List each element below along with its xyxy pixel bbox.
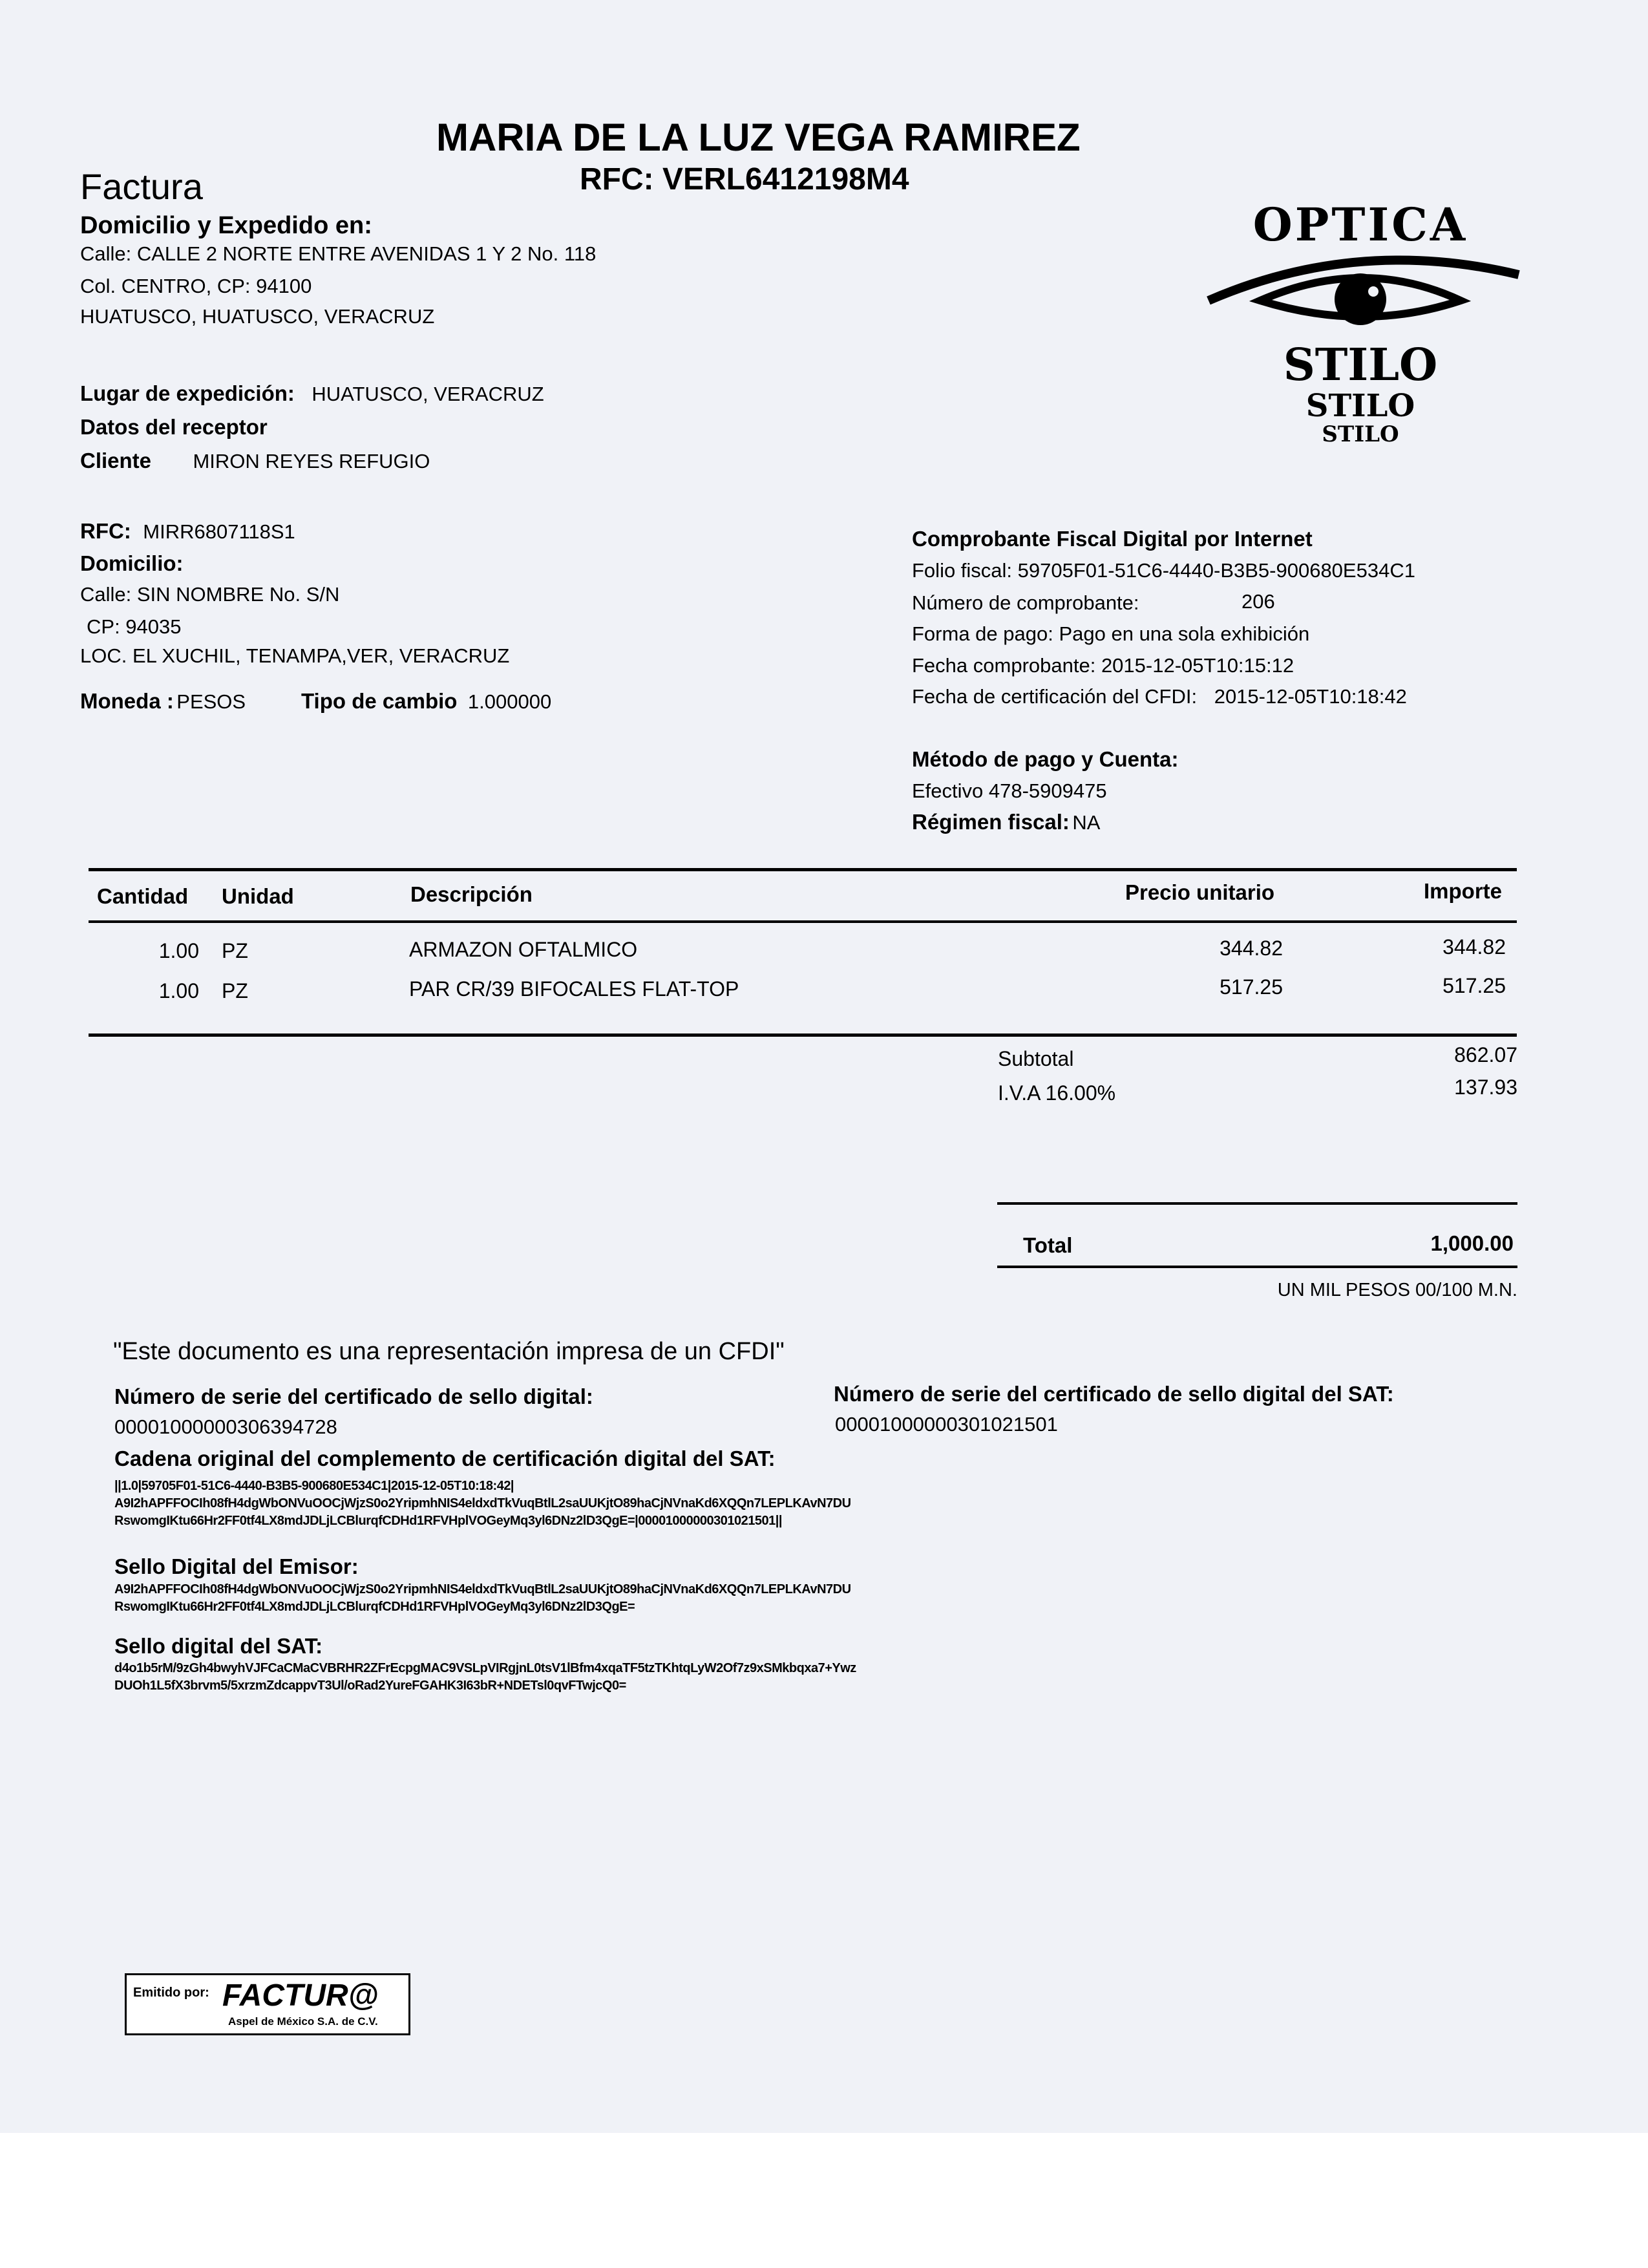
total-label: Total (1023, 1233, 1073, 1257)
total-top-rule (997, 1202, 1517, 1205)
emitted-by-label: Emitido por: (133, 1986, 209, 2000)
logo-stilo-2: STILO (1305, 388, 1415, 424)
table-bottom-rule (89, 1033, 1517, 1037)
cfdi-notice: "Este documento es una representación impresa de un CFDI" (113, 1338, 785, 1365)
cert-serial: 00001000000306394728 (114, 1415, 337, 1438)
receiver-address-line-2: CP: 94035 (87, 615, 182, 638)
iva-label: I.V.A 16.00% (998, 1081, 1116, 1105)
header-description: Descripción (410, 882, 533, 906)
issuer-rfc-value: VERL6412198M4 (662, 162, 909, 196)
row-2-quantity: 1.00 (158, 979, 199, 1002)
cfdi-cert-date-value: 2015-12-05T10:18:42 (1214, 685, 1407, 708)
cert-serial-label: Número de serie del certificado de sello digital: (114, 1384, 593, 1408)
table-top-rule (89, 868, 1517, 871)
emitter-seal-label: Sello Digital del Emisor: (114, 1554, 359, 1578)
receiver-rfc (80, 519, 295, 544)
row-2-amount: 517.25 (1442, 974, 1506, 997)
cfdi-cert-date-label: Fecha de certificación del CFDI: (912, 685, 1198, 708)
fiscal-regime-value: NA (1072, 811, 1101, 834)
cfdi-date: Fecha comprobante: 2015-12-05T10:15:12 (912, 654, 1294, 677)
payment-method: Efectivo 478-5909475 (912, 779, 1107, 802)
currency (80, 689, 246, 714)
row-2-unit: PZ (222, 979, 248, 1002)
table-header-rule (89, 920, 1517, 923)
factura-brand-subtitle: Aspel de México S.A. de C.V. (228, 2015, 378, 2028)
header-amount: Importe (1424, 879, 1503, 903)
row-2-description: PAR CR/39 BIFOCALES FLAT-TOP (409, 977, 739, 1001)
receiver-address-label: Domicilio: (80, 551, 184, 575)
address-heading: Domicilio y Expedido en: (80, 212, 372, 239)
cfdi-folio: Folio fiscal: 59705F01-51C6-4440-B3B5-900680E534C1 (912, 559, 1415, 582)
issuer-rfc (580, 162, 909, 197)
exchange-rate (301, 689, 551, 714)
client-name: MIRON REYES REFUGIO (193, 450, 430, 472)
emitted-by-box (125, 1973, 410, 2035)
eye-logo-icon (1202, 249, 1525, 346)
cfdi-number-label: Número de comprobante: (912, 591, 1139, 614)
cfdi-heading: Comprobante Fiscal Digital por Internet (912, 527, 1313, 551)
sat-serial-label: Número de serie del certificado de sello digital del SAT: (834, 1382, 1394, 1406)
factura-brand-logo: FACTUR@ (222, 1978, 379, 2013)
subtotal-label: Subtotal (998, 1047, 1074, 1070)
sat-seal-label: Sello digital del SAT: (114, 1634, 323, 1658)
total-in-words: UN MIL PESOS 00/100 M.N. (1277, 1280, 1517, 1300)
row-1-quantity: 1.00 (158, 939, 199, 962)
sat-seal-line-2: DUOh1L5fX3brvm5/5xrzmZdcappvT3Ul/oRad2YureFGAHK3I63bR+NDETsl0qvFTwjcQ0= (114, 1679, 626, 1693)
subtotal-value: 862.07 (1454, 1043, 1517, 1066)
payment-method-heading: Método de pago y Cuenta: (912, 747, 1179, 771)
header-unit: Unidad (222, 884, 294, 908)
receiver-address-line-3: LOC. EL XUCHIL, TENAMPA,VER, VERACRUZ (80, 644, 510, 667)
issuer-name: MARIA DE LA LUZ VEGA RAMIREZ (436, 116, 1081, 159)
row-1-unit-price: 344.82 (1220, 937, 1283, 960)
original-chain-line-3: RswomgIKtu66Hr2FF0tf4LX8mdJDLjLCBlurqfCDHd1RFVHplVOGeyMq3yl6DNz2lD3QgE=|00001000000301021501|| (114, 1514, 782, 1528)
iva-value: 137.93 (1454, 1076, 1517, 1099)
client (80, 449, 430, 473)
receiver-heading: Datos del receptor (80, 415, 268, 439)
receiver-rfc-label: RFC: (80, 519, 131, 543)
currency-value: PESOS (176, 690, 246, 713)
row-1-amount: 344.82 (1442, 935, 1506, 959)
row-2-unit-price: 517.25 (1220, 975, 1283, 999)
client-label: Cliente (80, 449, 152, 472)
cfdi-payment-form: Forma de pago: Pago en una sola exhibición (912, 622, 1310, 645)
total-bottom-rule (997, 1266, 1517, 1268)
sat-seal-line-1: d4o1b5rM/9zGh4bwyhVJFCaCMaCVBRHR2ZFrEcpgMAC9VSLpVIRgjnL0tsV1lBfm4xqaTF5tzTKhtqLyW2Of7z9xSMkbqxa7+Ywz (114, 1661, 856, 1675)
address-line-3: HUATUSCO, HUATUSCO, VERACRUZ (80, 305, 435, 328)
issuer-rfc-label: RFC: (580, 162, 654, 196)
sat-serial: 00001000000301021501 (835, 1413, 1058, 1436)
total-value: 1,000.00 (1430, 1231, 1514, 1255)
fiscal-regime-label: Régimen fiscal: (912, 810, 1070, 834)
expedition-label: Lugar de expedición: (80, 381, 295, 405)
exchange-rate-label: Tipo de cambio (301, 689, 458, 713)
cfdi-cert-date (912, 685, 1407, 708)
cfdi-number: 206 (1241, 590, 1275, 613)
header-quantity: Cantidad (97, 884, 189, 908)
expedition-value: HUATUSCO, VERACRUZ (312, 383, 544, 405)
original-chain-line-2: A9I2hAPFFOCIh08fH4dgWbONVuOOCjWjzS0o2YripmhNIS4eldxdTkVuqBtlL2saUUKjtO89haCjNVnaKd6XQQn7LEPLKAvN7DU (114, 1496, 851, 1510)
address-line-2: Col. CENTRO, CP: 94100 (80, 275, 312, 297)
receiver-rfc-value: MIRR6807118S1 (143, 520, 295, 543)
logo-stilo-3: STILO (1322, 421, 1399, 447)
document-type: Factura (80, 166, 203, 207)
emitter-seal-line-1: A9I2hAPFFOCIh08fH4dgWbONVuOOCjWjzS0o2YripmhNIS4eldxdTkVuqBtlL2saUUKjtO89haCjNVnaKd6XQQn7LEPLKAvN7DU (114, 1582, 851, 1596)
original-chain-label: Cadena original del complemento de certificación digital del SAT: (114, 1447, 776, 1470)
header-unit-price: Precio unitario (1125, 880, 1275, 904)
logo-stilo-1: STILO (1283, 339, 1438, 391)
exchange-rate-value: 1.000000 (467, 690, 552, 713)
emitter-seal-line-2: RswomgIKtu66Hr2FF0tf4LX8mdJDLjLCBlurqfCDHd1RFVHplVOGeyMq3yl6DNz2lD3QgE= (114, 1600, 635, 1614)
row-1-description: ARMAZON OFTALMICO (409, 938, 638, 961)
logo-optica: OPTICA (1252, 198, 1468, 251)
original-chain-line-1: ||1.0|59705F01-51C6-4440-B3B5-900680E534C1|2015-12-05T10:18:42| (114, 1479, 514, 1493)
currency-label: Moneda : (80, 689, 174, 713)
fiscal-regime (912, 810, 1100, 834)
row-1-unit: PZ (222, 939, 248, 962)
page-bottom-margin (0, 2133, 1648, 2268)
receiver-address-line-1: Calle: SIN NOMBRE No. S/N (80, 583, 340, 606)
address-line-1: Calle: CALLE 2 NORTE ENTRE AVENIDAS 1 Y 2 No. 118 (80, 242, 597, 265)
expedition-place (80, 381, 544, 406)
